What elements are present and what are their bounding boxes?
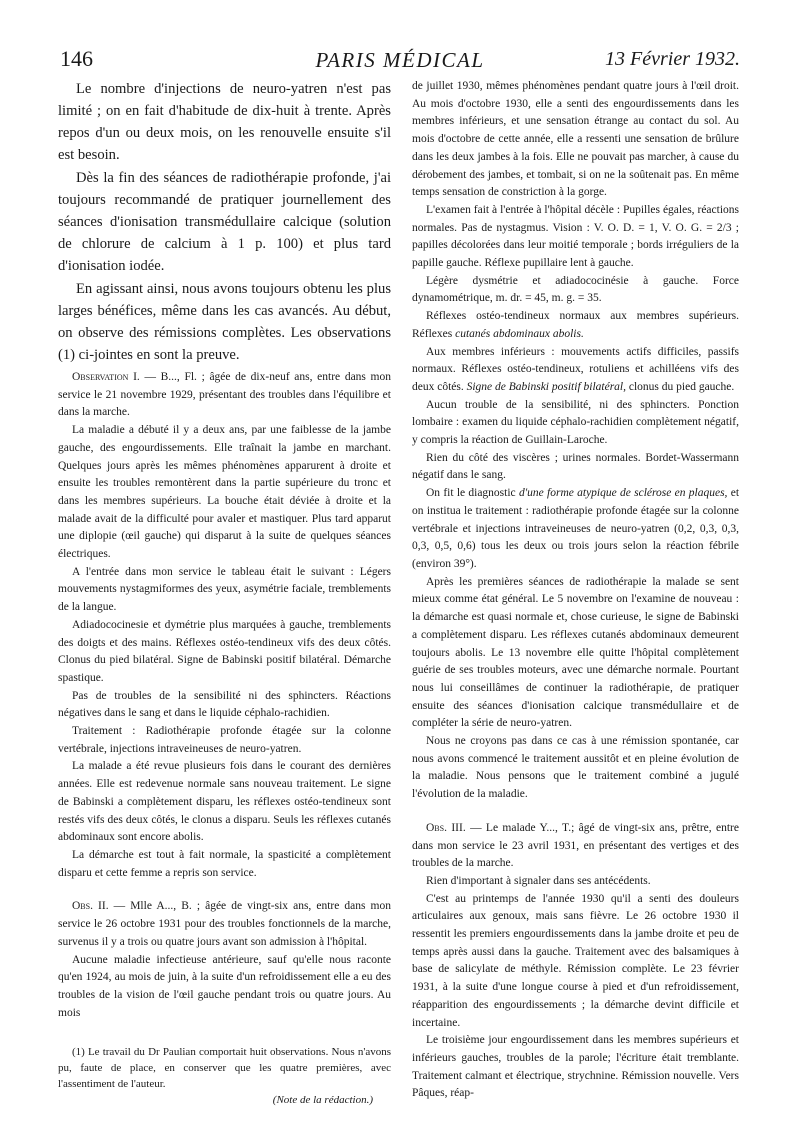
paragraph: En agissant ainsi, nous avons toujours obtenu les plus larges bénéfices, même dans les cas avancés. Au début, on observe des rémissions complètes. Les observations (1) ci-jointes en sont la preuve. [58, 281, 391, 363]
paragraph: Le nombre d'injections de neuro-yatren n'est pas limité ; on en fait d'habitude de dix-huit à trente. Après repos d'un ou deux mois, on les renouvelle ensuite s'il est besoin. [58, 81, 391, 163]
footnote-text: (1) Le travail du Dr Paulian comportait huit observations. Nous n'avons pu, faute de place, en conserver que les quatre premières, avec l'assentiment de l'auteur. [58, 1046, 391, 1091]
paragraph: Rien du côté des viscères ; urines normales. Bordet-Wassermann négatif dans le sang. [412, 451, 739, 482]
page-number: 146 [60, 46, 93, 71]
text-run: Réflexes ostéo-tendineux normaux aux membres supérieurs. Réflexes [412, 310, 739, 340]
italic-text: cutanés abdominaux abolis. [455, 327, 584, 340]
paragraph: Nous ne croyons pas dans ce cas à une rémission spontanée, car nous avons commencé le traitement aussitôt et en pleine évolution de la maladie. Nous pensons que le traitement combiné a jugulé l'évolution de la maladie. [412, 735, 739, 801]
observation-2-text: — Mlle A..., B. ; âgée de vingt-six ans, entre dans mon service le 26 octobre 1931 pour des troubles fonctionnels de la marche, survenus il y a trois ou quatre jours avant son admission à l'hôpital. [58, 900, 392, 948]
paragraph: L'examen fait à l'entrée à l'hôpital décèle : Pupilles égales, réactions normales. Pas de nystagmus. Vision : V. O. D. = 1, V. O. G. = 2/3 ; papilles décolorées dans leur moitié temporale ; bords irréguliers de la papille gauche. Réflexe pupillaire lent à gauche. [412, 203, 739, 270]
footnote [58, 1044, 391, 1108]
observation-1-label: Observation I. [72, 371, 140, 383]
observation-2-intro [58, 898, 391, 951]
paragraph: Pas de troubles de la sensibilité ni des sphincters. Réactions négatives dans le sang et dans le liquide céphalo-rachidien. [58, 689, 391, 720]
journal-title: PARIS MÉDICAL [315, 48, 485, 72]
issue-date: 13 Février 1932. [605, 48, 740, 70]
paragraph: Rien d'important à signaler dans ses antécédents. [426, 874, 651, 887]
observation-3-intro [412, 820, 739, 873]
observation-3-label: Obs. III. [426, 821, 466, 834]
left-column [58, 78, 391, 1108]
paragraph: A l'entrée dans mon service le tableau était le suivant : Légers mouvements nystagmiformes des yeux, asymétrie faciale, tremblements de la langue. [58, 565, 391, 614]
text-run: Aux membres inférieurs : mouvements actifs difficiles, passifs normaux. Réflexes ostéo-tendineux, rotuliens et achilléens vifs des deux côtés. [412, 345, 739, 393]
paragraph: La malade a été revue plusieurs fois dans le courant des dernières années. Elle est redevenue normale sans nouveau traitement. Le signe de Babinski a complètement disparu, les réflexes ostéo-tendineux sont restés vifs des deux côtés, le clonus a disparu. Seuls les réflexes cutanés abdominaux sont encore abolis. [58, 760, 391, 844]
paragraph: C'est au printemps de l'année 1930 qu'il a senti des douleurs articulaires aux genoux, mais sans fièvre. Le 26 octobre 1930 il ressentit les premiers engourdissements dans la jambe droite et peu de temps après aussi dans la gauche. Traitement avec des balsamiques à base de salicylate de méthyle. Rémission complète. Le 23 février 1931, à la suite d'une longue course à pied et d'un refroidissement, réapparition des engourdissements ; la démarche devint difficile et incertaine. [412, 892, 739, 1029]
paragraph: Aucun trouble de la sensibilité, ni des sphincters. Ponction lombaire : examen du liquide céphalo-rachidien complètement négatif, y compris la réaction de Guillain-Laroche. [412, 398, 739, 447]
paragraph: Le troisième jour engourdissement dans les membres supérieurs et inférieurs gauches, troubles de la parole; l'écriture était tremblante. Traitement calmant et électrique, strychnine. Rémission nouvelle. Vers Pâques, réap- [412, 1034, 739, 1100]
paragraph: La démarche est tout à fait normale, la spasticité a complètement disparu et cette femme a repris son service. [58, 848, 391, 879]
observation-1-intro [58, 369, 391, 422]
paragraph [412, 344, 739, 397]
paragraph: Après les premières séances de radiothérapie la malade se sent mieux comme état général. Le 5 novembre on l'examine de nouveau : la démarche est quasi normale et, chose curieuse, le signe de Babinski a complètement disparu. Les réflexes cutanés abdominaux demeurent toujours abolis. Le 13 novembre elle quitte l'hôpital complètement guérie de ses troubles moteurs, avec une démarche normale. Pourtant nous lui conseillâmes de continuer la radiothérapie, de pratiquer ensuite des séances d'ionisation calcique transmédullaire et de compléter la série de neuro-yatren. [412, 575, 739, 730]
paragraph [412, 485, 739, 574]
page-header [60, 46, 740, 80]
text-run: et on institua le traitement : radiothérapie profonde étagée sur la colonne vertébrale et injections intraveineuses de neuro-yatren (0,2, 0,3, 0,3, 0,3, 0,5, 0,6) tous les deux ou trois jours selon la réaction fébrile (environ 39°). [412, 487, 740, 570]
observation-2-label: Obs. II. [72, 900, 109, 913]
footnote-signature: (Note de la rédaction.) [272, 1094, 373, 1107]
paragraph: de juillet 1930, mêmes phénomènes pendant quatre jours à l'œil droit. Au mois d'octobre 1930, elle a senti des engourdissements dans les membres inférieurs, et une sensation étrange au contact du sol. Au mois d'octobre de cette année, elle a ressenti une sensation de brûlure dans les deux jambes à la fois. Elle ne pouvait pas marcher, à cause du dérobement des jambes, et tombait, si on ne la soûtenait pas. En même temps sensation de constriction à la gorge. [412, 80, 739, 199]
observation-3-text: — Le malade Y..., T.; âgé de vingt-six ans, prêtre, entre dans mon service le 23 avril 1931, en présentant des vertiges et des troubles de la marche. [412, 821, 739, 870]
paragraph: Dès la fin des séances de radiothérapie profonde, j'ai toujours recommandé de pratiquer journellement des séances d'ionisation transmédullaire calcique (solution de chlorure de calcium à 1 p. 100) et plus tard d'ionisation iodée. [58, 170, 391, 274]
paragraph: Légère dysmétrie et adiadococinésie à gauche. Force dynamométrique, m. dr. = 45, m. g. = 35. [412, 274, 739, 305]
right-column [412, 78, 739, 1103]
italic-text: d'une forme atypique de sclérose en plaques, [518, 487, 728, 500]
italic-text: Signe de Babinski positif bilatéral, [466, 380, 626, 393]
text-run: clonus du pied gauche. [626, 380, 735, 393]
paragraph: Aucune maladie infectieuse antérieure, sauf qu'elle nous raconte qu'en 1924, au mois de juin, à la suite d'un refroidissement elle a eu des troubles de la vision de l'œil gauche pendant trois ou quatre jours. Au mois [58, 953, 391, 1019]
paragraph: La maladie a débuté il y a deux ans, par une faiblesse de la jambe gauche, des engourdissements. Elle traînait la jambe en marchant. Quelques jours après les mêmes phénomènes apparurent à droite et ensuite les troubles remontèrent dans la partie supérieure du tronc et dans les membres supérieurs. La bouche était déviée à droite et la malade avait de la difficulté pour avaler et mastiquer. Plus tard apparut une diplopie (œil gauche) qui disparut à la suite de quelques séances électriques. [58, 424, 391, 561]
paragraph: Adiadococinesie et dymétrie plus marquées à gauche, tremblements des doigts et des mains. Réflexes ostéo-tendineux vifs des deux côtés. Clonus du pied bilatéral. Signe de Babinski positif bilatéral. Démarche spastique. [58, 618, 391, 684]
text-run: On fit le diagnostic [426, 487, 519, 500]
paragraph [412, 308, 739, 343]
observation-1-text: — B..., Fl. ; âgée de dix-neuf ans, entre dans mon service le 21 novembre 1929, présentant des troubles dans l'équilibre et dans la marche. [58, 371, 392, 419]
paragraph: Traitement : Radiothérapie profonde étagée sur la colonne vertébrale, injections intraveineuses de neuro-yatren. [58, 725, 391, 755]
